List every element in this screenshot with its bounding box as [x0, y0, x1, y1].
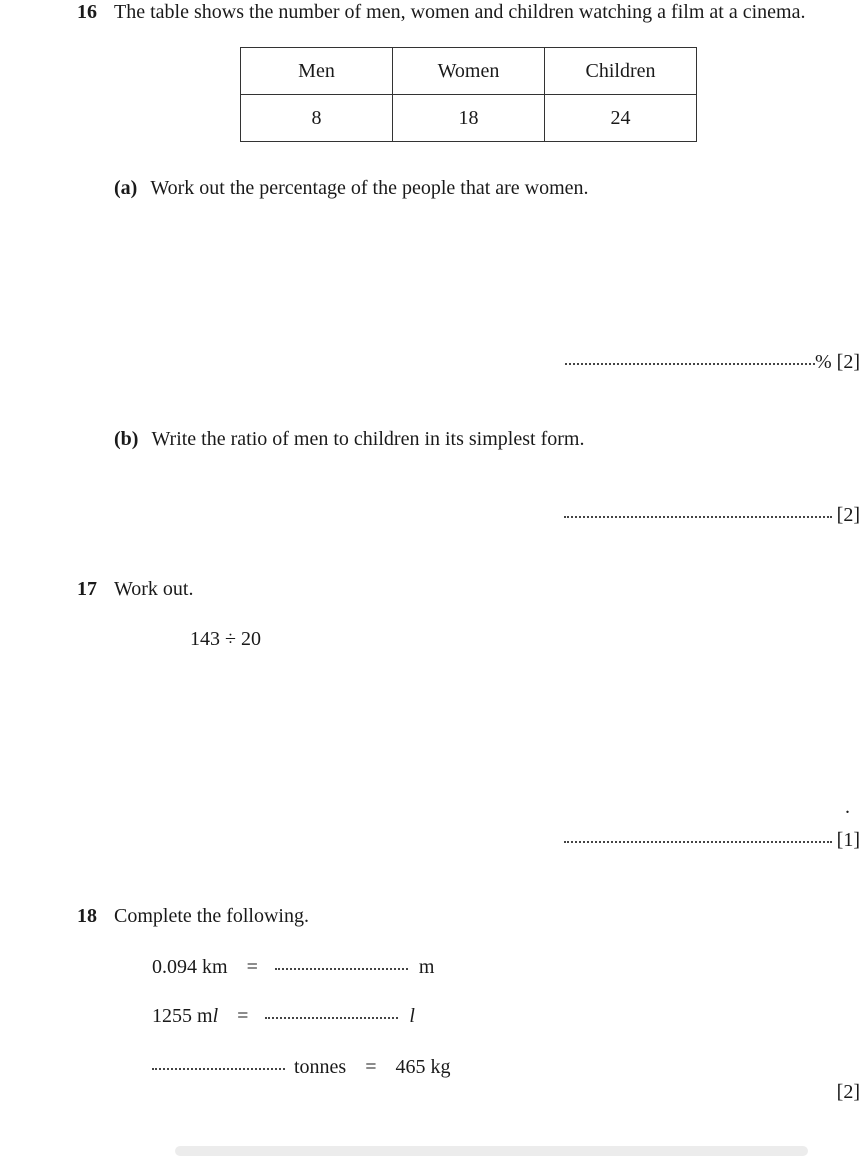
unit: tonnes [294, 1056, 347, 1078]
table-header-cell: Children [545, 48, 697, 95]
unit: l [409, 1005, 415, 1027]
question-16-heading [77, 2, 805, 22]
equals-sign: = [365, 1056, 377, 1078]
question-text: Work out. [114, 578, 194, 600]
conversion-row-1 [152, 957, 434, 977]
table-header-row [241, 48, 697, 95]
left-value: 0.094 km [152, 956, 228, 978]
right-value: 465 kg [395, 1056, 451, 1078]
conversion-row-2 [152, 1006, 415, 1026]
marks: [2] [836, 504, 860, 526]
table-cell: 24 [545, 95, 697, 142]
cinema-table [240, 47, 697, 142]
conversion-row-3 [152, 1057, 451, 1077]
table-header-cell: Men [241, 48, 393, 95]
marks: [2] [836, 1081, 860, 1103]
equals-sign: = [246, 956, 258, 978]
part-a [114, 178, 589, 198]
part-label: (a) [114, 177, 138, 199]
answer-blank[interactable] [275, 968, 408, 970]
left-value: 1255 m [152, 1005, 213, 1027]
answer-line-a [565, 352, 860, 372]
part-b [114, 429, 584, 449]
table-cell: 8 [241, 95, 393, 142]
unit: % [815, 351, 832, 373]
table-header-cell: Women [393, 48, 545, 95]
equals-sign: = [237, 1005, 249, 1027]
expression: 143 ÷ 20 [190, 628, 261, 650]
question-number: 17 [77, 578, 97, 600]
part-text: Write the ratio of men to children in its simplest form. [151, 428, 585, 450]
unit: m [418, 956, 435, 978]
table-cell: 18 [393, 95, 545, 142]
question-text: The table shows the number of men, women and children watching a film at a cinema. [114, 1, 806, 23]
part-label: (b) [114, 428, 139, 450]
answer-line-b [564, 505, 860, 525]
left-unit-l: l [212, 1005, 219, 1027]
marks: [1] [836, 829, 860, 851]
answer-blank[interactable] [564, 841, 832, 843]
part-text: Work out the percentage of the people that are women. [150, 177, 589, 199]
answer-blank[interactable] [152, 1068, 285, 1070]
question-number: 16 [77, 1, 97, 23]
bottom-scroll-bar [175, 1146, 808, 1156]
decimal-point: . [845, 796, 850, 818]
question-number: 18 [77, 905, 97, 927]
table-row [241, 95, 697, 142]
answer-blank[interactable] [265, 1017, 398, 1019]
question-text: Complete the following. [114, 905, 309, 927]
question-17-heading [77, 579, 194, 599]
marks: [2] [836, 351, 860, 373]
question-18-heading [77, 906, 309, 926]
answer-line-17 [564, 830, 860, 850]
answer-blank[interactable] [565, 363, 815, 365]
answer-blank[interactable] [564, 516, 832, 518]
